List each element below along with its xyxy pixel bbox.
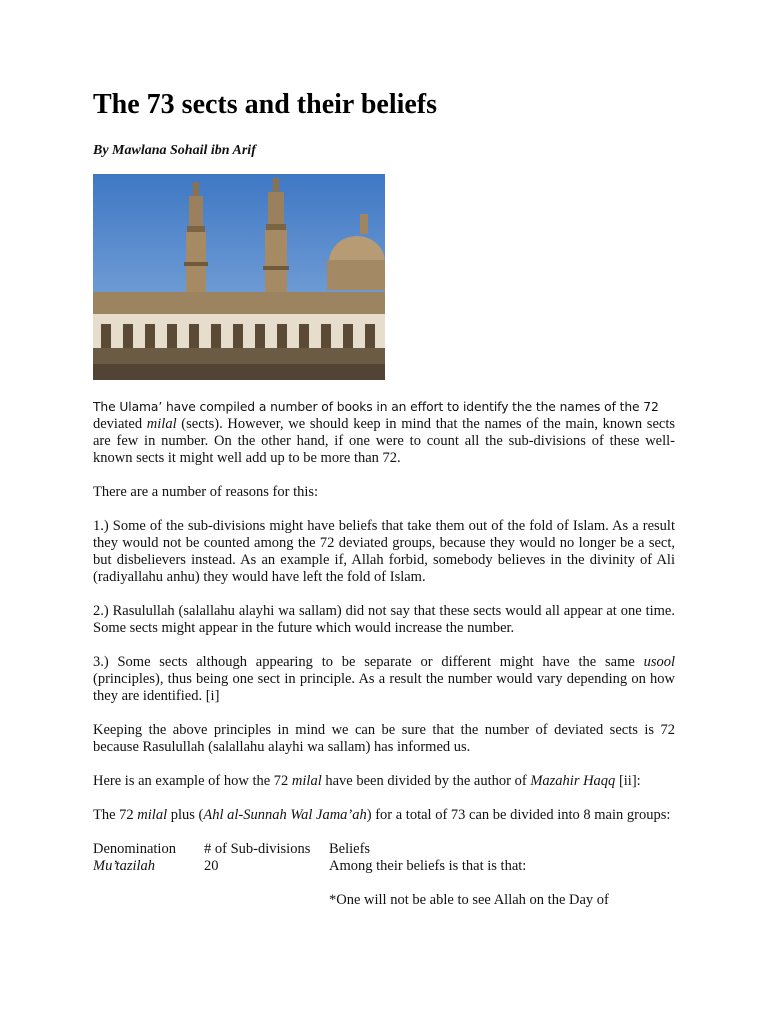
reason-3-text-a: 3.) Some sects although appearing to be separate or different might have the same — [93, 654, 644, 670]
paragraph-reason-1: 1.) Some of the sub-divisions might have beliefs that take them out of the fold of Islam. As a result they would not be counted among the 72 deviated groups, because they would no longer be a sect, but disbelievers instead. As an example if, Allah forbid, somebody believes in the divinity of Ali (radiyallahu anhu) they would have left the fold of Islam. — [93, 518, 675, 585]
groups-text-a: The 72 — [93, 807, 138, 823]
term-ahl-al-sunnah: Ahl al-Sunnah Wal Jama’ah — [203, 807, 367, 823]
paragraph-reason-2: 2.) Rasulullah (salallahu alayhi wa sallam) did not say that these sects would all appear at one time. Some sects might appear in the future which would increase the number. — [93, 603, 675, 636]
page-title: The 73 sects and their beliefs — [93, 89, 438, 120]
intro-text-a: deviated — [93, 416, 147, 432]
intro-first-line: The Ulama’ have compiled a number of books in an effort to identify the the names of the 72 — [93, 400, 659, 414]
paragraph-reason-3 — [93, 654, 675, 705]
paragraph-conclusion: Keeping the above principles in mind we can be sure that the number of deviated sects is 72 because Rasulullah (salallahu alayhi wa sallam) has informed us. — [93, 722, 675, 755]
document-page — [93, 88, 675, 909]
table-header-row — [93, 841, 526, 858]
header-denomination: Denomination — [93, 841, 176, 857]
cell-subdivisions: 20 — [204, 858, 219, 874]
paragraph-intro — [93, 399, 675, 467]
groups-text-b: plus ( — [167, 807, 204, 823]
term-milal: milal — [137, 807, 168, 823]
cell-beliefs: Among their beliefs is that is that: — [329, 858, 527, 874]
cell-denomination: Mu’tazilah — [93, 858, 156, 874]
example-text-b: have been divided by the author of — [321, 773, 531, 789]
book-title: Mazahir Haqq — [530, 773, 616, 789]
table-row — [93, 858, 526, 875]
belief-note: *One will not be able to see Allah on the Day of — [329, 892, 609, 908]
intro-text-b: (sects). However, we should keep in mind that the names of the main, known sects are few in number. On the other hand, if one were to count all the sub-divisions of these well-known sects it might well add up to be more than 72. — [93, 416, 675, 466]
groups-text-c: ) for a total of 73 can be divided into 8 main groups: — [366, 807, 671, 823]
term-milal: milal — [291, 773, 322, 789]
header-beliefs: Beliefs — [329, 841, 371, 857]
term-usool: usool — [643, 654, 675, 670]
reason-3-text-b: (principles), thus being one sect in principle. As a result the number would vary depending on how they are identified. [i] — [93, 671, 675, 704]
example-text-c: [ii]: — [615, 773, 641, 789]
mosque-photo — [93, 174, 385, 380]
term-milal: milal — [146, 416, 177, 432]
paragraph-groups — [93, 807, 675, 824]
sects-table — [93, 841, 526, 875]
header-subdivisions: # of Sub-divisions — [204, 841, 311, 857]
paragraph-reasons: There are a number of reasons for this: — [93, 484, 319, 500]
example-text-a: Here is an example of how the 72 — [93, 773, 292, 789]
author-byline: By Mawlana Sohail ibn Arif — [93, 143, 256, 158]
paragraph-example — [93, 773, 675, 790]
